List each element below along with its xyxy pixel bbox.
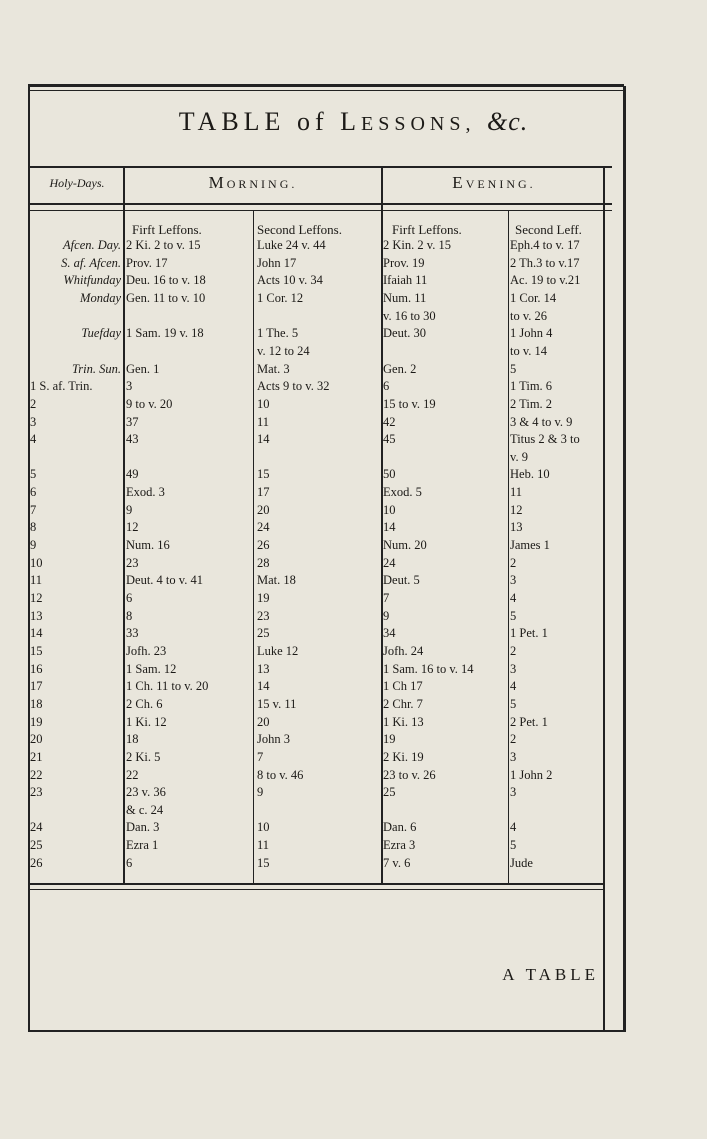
cell-day-25: 17 — [30, 679, 43, 694]
cell-ms-11: 14 — [257, 432, 270, 447]
cell-day-30: 22 — [30, 767, 43, 782]
cell-ms-27: 20 — [257, 714, 270, 729]
cell-ef-19: Deut. 5 — [383, 573, 420, 588]
cell-mf-19: Deut. 4 to v. 41 — [126, 573, 203, 588]
cell-ms-23: Luke 12 — [257, 643, 299, 658]
col-divider-3 — [253, 211, 254, 884]
cell-es-23: 2 — [510, 643, 517, 658]
cell-ef-5: Deut. 30 — [383, 326, 427, 341]
morning-initial: M — [208, 173, 227, 192]
subheader-rule-2 — [28, 210, 612, 211]
cell-day-34: 25 — [30, 838, 43, 853]
cell-ms-2: Acts 10 v. 34 — [257, 273, 323, 288]
cell-es-24: 3 — [510, 661, 517, 676]
cell-ef-18: 24 — [383, 555, 396, 570]
cell-ms-1: John 17 — [257, 255, 297, 270]
evening-second-lessons-header: Second Leff. — [515, 222, 582, 237]
cell-ms-35: 15 — [257, 855, 270, 870]
cell-es-29: 3 — [510, 749, 517, 764]
cell-day-22: 14 — [30, 626, 43, 641]
cell-ef-15: 10 — [383, 502, 396, 517]
cell-ef-14: Exod. 5 — [383, 485, 422, 500]
evening-initial: E — [452, 173, 466, 192]
cell-es-2: Ac. 19 to v.21 — [510, 273, 581, 288]
cell-mf-17: Num. 16 — [126, 538, 170, 553]
cell-es-17: James 1 — [510, 538, 550, 553]
title-of: of — [296, 107, 329, 136]
bottom-rule — [28, 1030, 624, 1032]
cell-mf-26: 2 Ch. 6 — [126, 696, 163, 711]
cell-es-8: 1 Tim. 6 — [510, 379, 553, 394]
cell-ms-16: 24 — [257, 520, 270, 535]
holy-days-header: Holy-Days. — [49, 176, 105, 190]
cell-ms-26: 15 v. 11 — [257, 696, 297, 711]
cell-day-27: 19 — [30, 714, 43, 729]
cell-es-3: 1 Cor. 14 — [510, 290, 557, 305]
cell-mf-7: Gen. 1 — [126, 361, 160, 376]
cell-es-33: 4 — [510, 820, 517, 835]
cell-ef-35: 7 v. 6 — [383, 855, 411, 870]
cell-mf-33: Dan. 3 — [126, 820, 160, 835]
cell-ef-10: 42 — [383, 414, 396, 429]
cell-es-35: Jude — [510, 855, 533, 870]
cell-mf-18: 23 — [126, 555, 139, 570]
cell-ms-8: Acts 9 to v. 32 — [257, 379, 330, 394]
cell-ms-5: 1 The. 5 — [257, 326, 299, 341]
cell-day-1: S. af. Afcen. — [61, 255, 121, 270]
evening-first-lessons-header: Firft Leffons. — [392, 222, 462, 237]
cell-mf-34: Ezra 1 — [126, 838, 159, 853]
cell-ef-3: Num. 11 — [383, 290, 427, 305]
cell-day-11: 4 — [30, 432, 37, 447]
cell-mf-9: 9 to v. 20 — [126, 396, 173, 411]
cell-es-0: Eph.4 to v. 17 — [510, 238, 580, 252]
cell-ms-17: 26 — [257, 538, 270, 553]
cell-ms-18: 28 — [257, 555, 270, 570]
cell-ef-0: 2 Kin. 2 v. 15 — [383, 238, 451, 252]
cell-ms-31: 9 — [257, 785, 264, 800]
catchword-footer: A TABLE — [502, 965, 599, 984]
cell-ms-7: Mat. 3 — [257, 361, 290, 376]
cell-es-26: 5 — [510, 696, 517, 711]
morning-rest: ORNING. — [226, 177, 298, 191]
morning-second-lessons-header: Second Leffons. — [257, 222, 342, 237]
cell-day-10: 3 — [30, 414, 37, 429]
cell-mf-25: 1 Ch. 11 to v. 20 — [126, 679, 209, 694]
cell-ms-9: 10 — [257, 396, 270, 411]
cell-ms-10: 11 — [257, 414, 270, 429]
cell-mf-29: 2 Ki. 5 — [126, 749, 161, 764]
cell-day-29: 21 — [30, 749, 43, 764]
cell-ef-25: 1 Ch 17 — [383, 679, 423, 694]
cell-ef-8: 6 — [383, 379, 390, 394]
cell-ms-28: John 3 — [257, 732, 290, 747]
cell-ef-16: 14 — [383, 520, 396, 535]
cell-mf-11: 43 — [126, 432, 139, 447]
cell-es-1: 2 Th.3 to v.17 — [510, 255, 580, 270]
cell-day-21: 13 — [30, 608, 43, 623]
cell-day-14: 6 — [30, 485, 37, 500]
col-divider-4 — [508, 211, 509, 884]
cell-ef-29: 2 Ki. 19 — [383, 749, 424, 764]
cell-ms-34: 11 — [257, 838, 270, 853]
col-divider-1 — [123, 166, 125, 884]
cell-es-12: v. 9 — [510, 449, 528, 464]
cell-ef-22: 34 — [383, 626, 396, 641]
cell-es-4: to v. 26 — [510, 308, 548, 323]
cell-mf-0: 2 Ki. 2 to v. 15 — [126, 238, 201, 252]
table-bottom-rule-2 — [28, 889, 603, 890]
cell-es-16: 13 — [510, 520, 523, 535]
cell-ms-21: 23 — [257, 608, 270, 623]
cell-day-31: 23 — [30, 785, 43, 800]
cell-day-26: 18 — [30, 696, 43, 711]
evening-header — [382, 173, 606, 193]
cell-ef-1: Prov. 19 — [383, 255, 425, 270]
cell-es-34: 5 — [510, 838, 517, 853]
cell-ef-17: Num. 20 — [383, 538, 427, 553]
cell-mf-1: Prov. 17 — [126, 255, 168, 270]
cell-es-19: 3 — [510, 573, 517, 588]
cell-es-10: 3 & 4 to v. 9 — [510, 414, 573, 429]
cell-day-18: 10 — [30, 555, 43, 570]
cell-ms-6: v. 12 to 24 — [257, 343, 310, 358]
cell-ms-0: Luke 24 v. 44 — [257, 238, 326, 252]
cell-ef-4: v. 16 to 30 — [383, 308, 436, 323]
cell-mf-27: 1 Ki. 12 — [126, 714, 167, 729]
cell-es-6: to v. 14 — [510, 343, 548, 358]
cell-ms-30: 8 to v. 46 — [257, 767, 304, 782]
cell-ef-23: Jofh. 24 — [383, 643, 424, 658]
cell-ms-20: 19 — [257, 591, 270, 605]
page-title — [0, 107, 707, 137]
table-bottom-rule — [28, 883, 603, 885]
cell-mf-31: 23 v. 36 — [126, 785, 166, 800]
cell-mf-32: & c. 24 — [126, 802, 164, 817]
cell-ef-27: 1 Ki. 13 — [383, 714, 424, 729]
cell-day-3: Monday — [80, 290, 121, 305]
cell-ms-19: Mat. 18 — [257, 573, 296, 588]
cell-mf-5: 1 Sam. 19 v. 18 — [126, 326, 204, 341]
title-etc: &c. — [486, 107, 529, 136]
cell-es-13: Heb. 10 — [510, 467, 550, 482]
cell-ef-11: 45 — [383, 432, 396, 447]
cell-day-5: Tuefday — [81, 326, 121, 341]
cell-day-35: 26 — [30, 855, 43, 870]
cell-es-11: Titus 2 & 3 to — [510, 432, 580, 447]
cell-mf-13: 49 — [126, 467, 139, 482]
cell-ms-15: 20 — [257, 502, 270, 517]
cell-es-9: 2 Tim. 2 — [510, 396, 553, 411]
cell-ms-33: 10 — [257, 820, 270, 835]
cell-day-33: 24 — [30, 820, 43, 835]
cell-day-2: Whitfunday — [63, 273, 121, 288]
cell-mf-30: 22 — [126, 767, 139, 782]
cell-mf-14: Exod. 3 — [126, 485, 165, 500]
cell-ef-13: 50 — [383, 467, 396, 482]
cell-ms-29: 7 — [257, 749, 264, 764]
cell-ef-20: 7 — [383, 591, 390, 605]
cell-es-18: 2 — [510, 555, 517, 570]
cell-ef-24: 1 Sam. 16 to v. 14 — [383, 661, 474, 676]
cell-mf-21: 8 — [126, 608, 133, 623]
cell-ef-9: 15 to v. 19 — [383, 396, 436, 411]
cell-mf-2: Deu. 16 to v. 18 — [126, 273, 206, 288]
cell-es-28: 2 — [510, 732, 517, 747]
cell-mf-8: 3 — [126, 379, 133, 394]
cell-mf-20: 6 — [126, 591, 133, 605]
cell-day-8: 1 S. af. Trin. — [30, 379, 93, 394]
cell-ms-14: 17 — [257, 485, 270, 500]
cell-es-22: 1 Pet. 1 — [510, 626, 548, 641]
cell-es-30: 1 John 2 — [510, 767, 553, 782]
cell-ef-21: 9 — [383, 608, 390, 623]
cell-ef-28: 19 — [383, 732, 396, 747]
cell-day-19: 11 — [30, 573, 43, 588]
cell-es-21: 5 — [510, 608, 517, 623]
cell-ms-13: 15 — [257, 467, 270, 482]
cell-mf-35: 6 — [126, 855, 133, 870]
cell-ef-26: 2 Chr. 7 — [383, 696, 423, 711]
cell-mf-22: 33 — [126, 626, 139, 641]
right-inner-rule — [603, 166, 605, 1030]
cell-ms-25: 14 — [257, 679, 270, 694]
cell-ef-34: Ezra 3 — [383, 838, 416, 853]
cell-mf-16: 12 — [126, 520, 139, 535]
cell-es-14: 11 — [510, 485, 523, 500]
cell-day-28: 20 — [30, 732, 43, 747]
cell-day-13: 5 — [30, 467, 37, 482]
cell-mf-23: Jofh. 23 — [126, 643, 167, 658]
cell-es-7: 5 — [510, 361, 517, 376]
cell-day-24: 16 — [30, 661, 43, 676]
cell-day-20: 12 — [30, 591, 43, 605]
cell-day-16: 8 — [30, 520, 37, 535]
cell-mf-10: 37 — [126, 414, 139, 429]
title-lessons-rest: ESSONS, — [361, 113, 476, 135]
cell-day-0: Afcen. Day. — [63, 238, 121, 252]
top-rule-inner — [28, 90, 624, 91]
cell-es-27: 2 Pet. 1 — [510, 714, 548, 729]
title-main: TABLE — [178, 107, 286, 136]
top-rule — [28, 84, 624, 87]
cell-ef-7: Gen. 2 — [383, 361, 417, 376]
cell-ms-22: 25 — [257, 626, 270, 641]
cell-es-25: 4 — [510, 679, 517, 694]
cell-ef-2: Ifaiah 11 — [383, 273, 428, 288]
cell-mf-3: Gen. 11 to v. 10 — [126, 290, 206, 305]
cell-day-9: 2 — [30, 396, 37, 411]
cell-mf-28: 18 — [126, 732, 139, 747]
cell-es-31: 3 — [510, 785, 517, 800]
subheader-rule — [28, 203, 612, 205]
cell-ms-24: 13 — [257, 661, 270, 676]
cell-mf-15: 9 — [126, 502, 133, 517]
cell-mf-24: 1 Sam. 12 — [126, 661, 177, 676]
cell-es-5: 1 John 4 — [510, 326, 553, 341]
morning-first-lessons-header: Firft Leffons. — [132, 222, 202, 237]
cell-day-23: 15 — [30, 643, 43, 658]
title-lessons-initial: L — [340, 107, 361, 136]
cell-ef-31: 25 — [383, 785, 396, 800]
cell-day-15: 7 — [30, 502, 37, 517]
cell-ms-3: 1 Cor. 12 — [257, 290, 304, 305]
cell-day-17: 9 — [30, 538, 37, 553]
cell-ef-30: 23 to v. 26 — [383, 767, 436, 782]
morning-header — [124, 173, 382, 193]
cell-ef-33: Dan. 6 — [383, 820, 417, 835]
header-rule — [28, 166, 612, 168]
cell-es-15: 12 — [510, 502, 523, 517]
cell-es-20: 4 — [510, 591, 517, 605]
evening-rest: VENING. — [465, 177, 536, 191]
cell-day-7: Trin. Sun. — [72, 361, 121, 376]
